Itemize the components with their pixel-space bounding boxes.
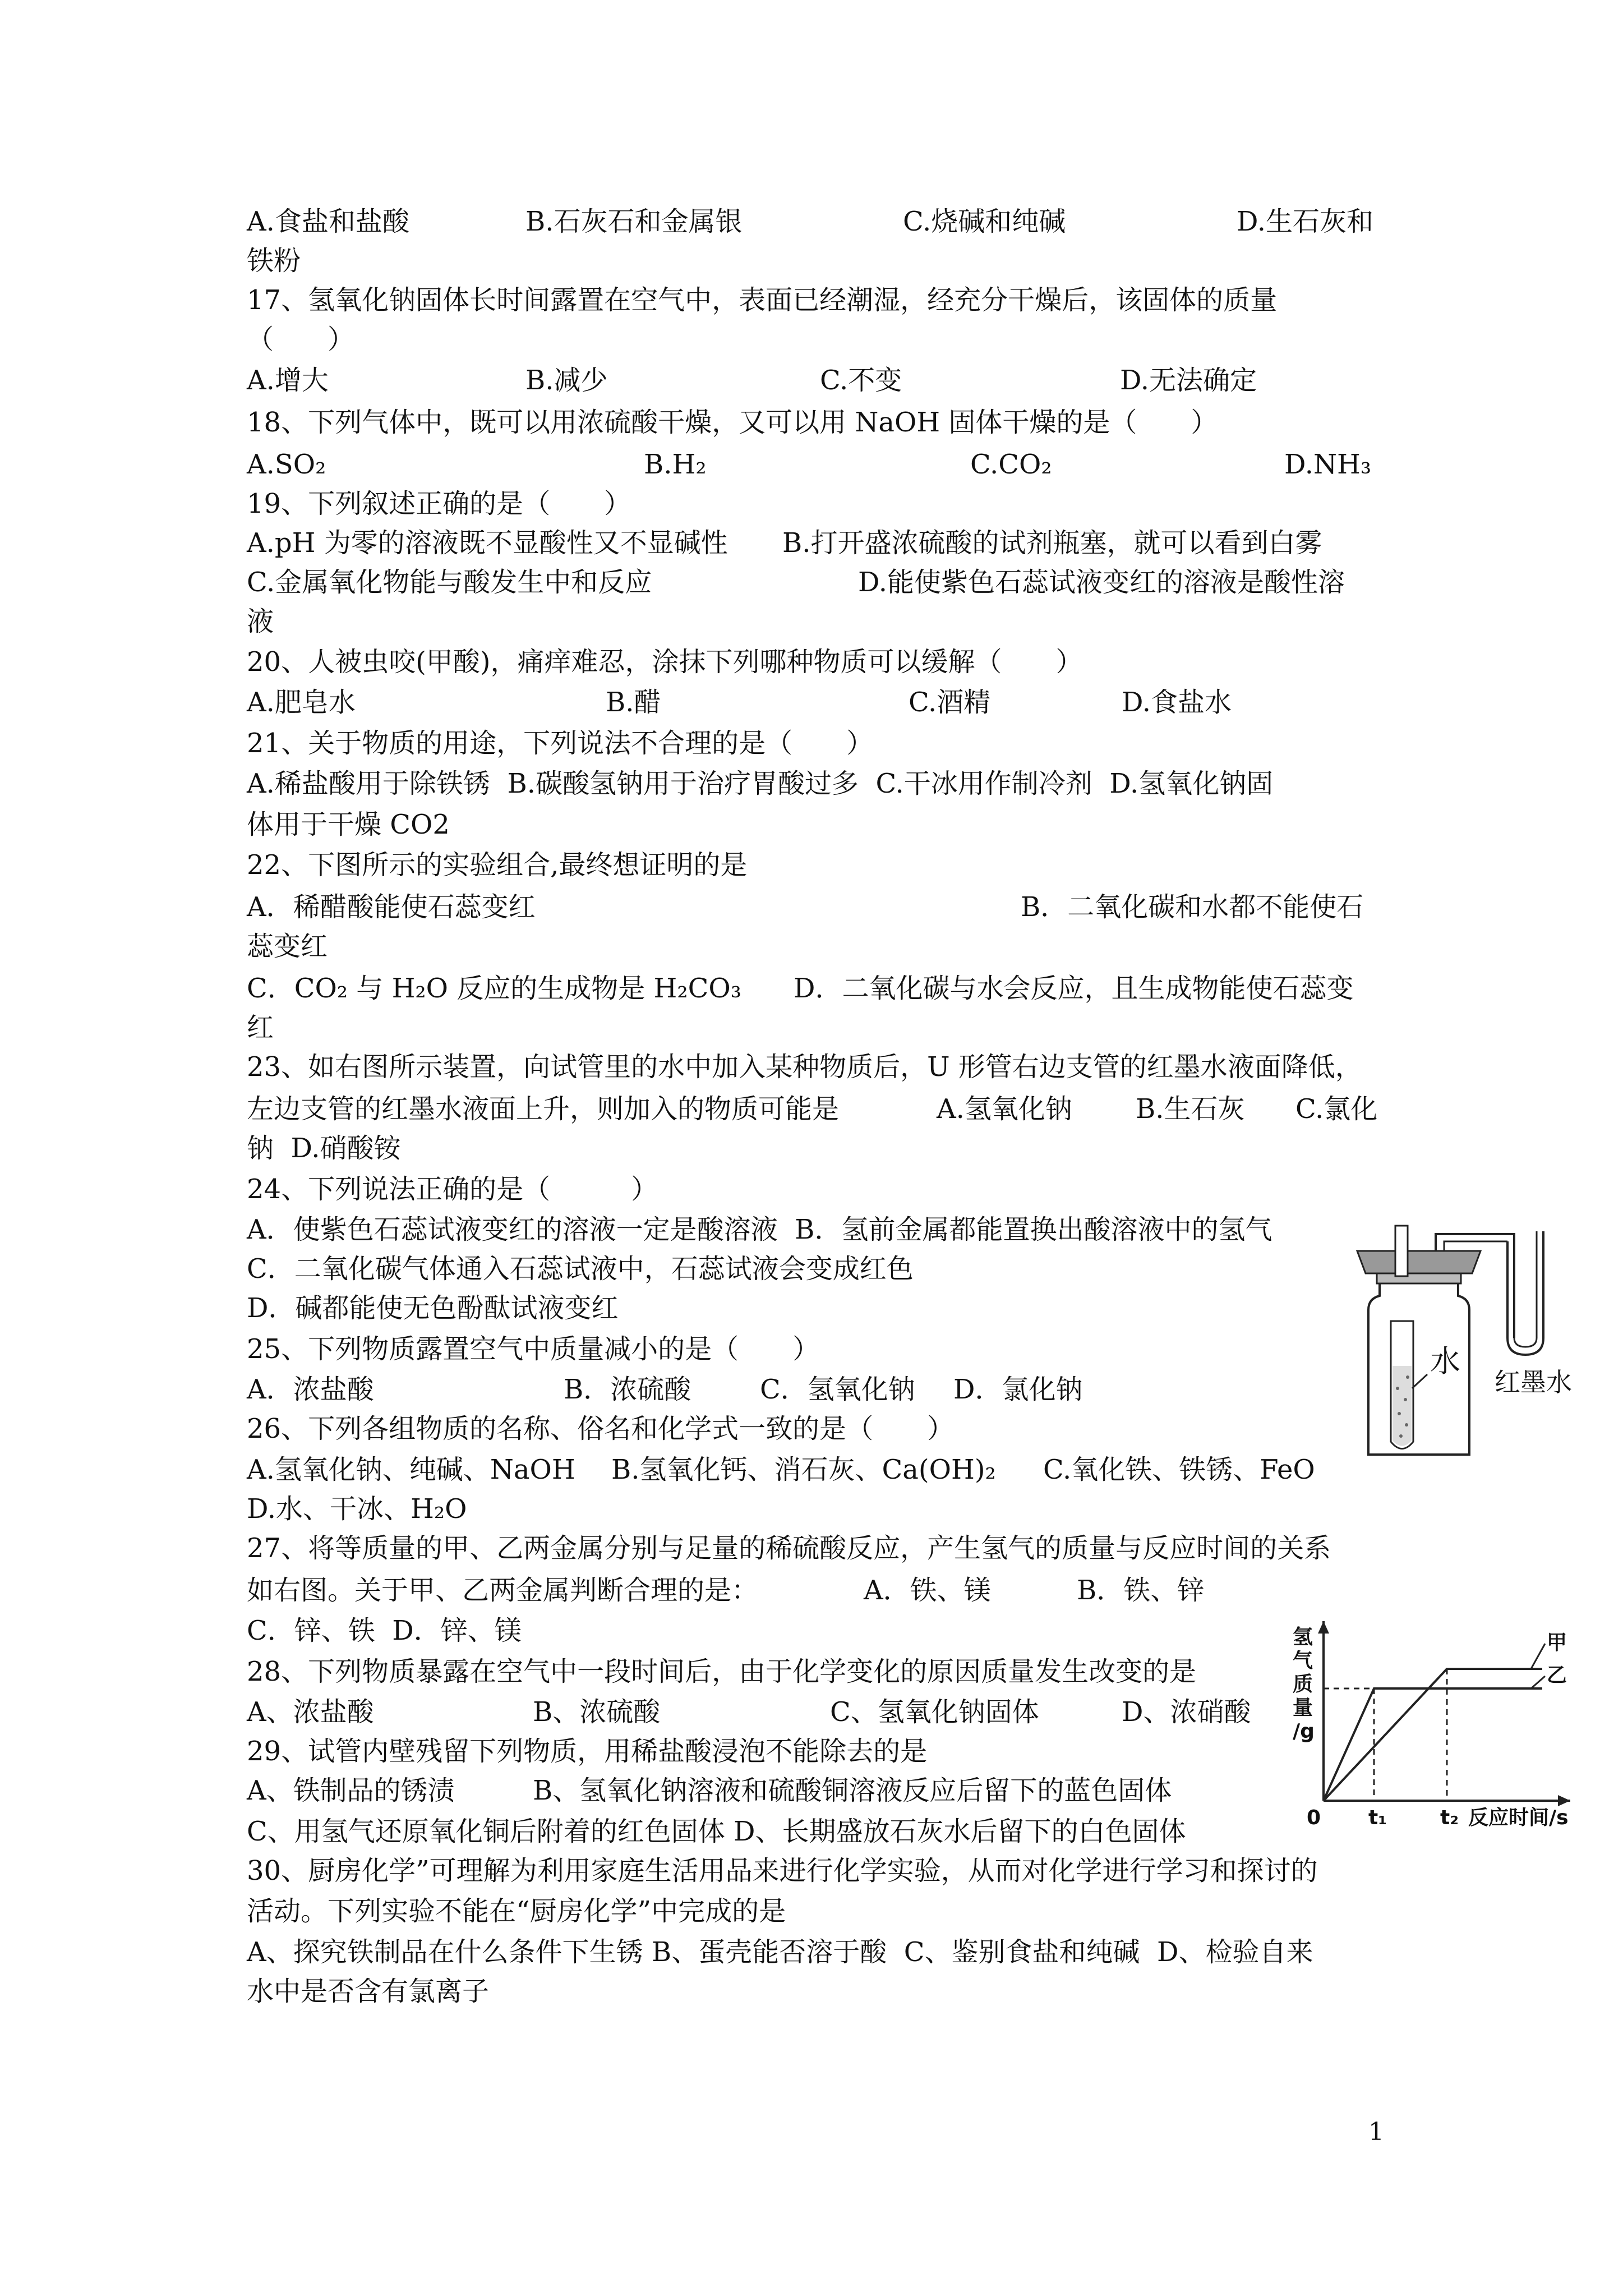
text-segment: B．铁、锌 <box>1077 1575 1205 1606</box>
text-line <box>247 205 1413 238</box>
text-segment: 18、下列气体中，既可以用浓硫酸干燥，又可以用 NaOH 固体干燥的是（ ） <box>247 407 1218 438</box>
origin-label: 0 <box>1307 1806 1321 1829</box>
text-segment: 19、下列叙述正确的是（ ） <box>247 488 631 519</box>
text-segment: 红 <box>247 1012 274 1043</box>
text-line <box>247 1453 1413 1487</box>
water-label: 水 <box>1430 1343 1460 1379</box>
ylabel-5: /g <box>1293 1720 1315 1743</box>
text-line <box>247 1252 1413 1286</box>
text-line <box>247 364 1413 397</box>
text-line <box>247 1291 1413 1325</box>
text-segment: D.无法确定 <box>1120 365 1257 396</box>
text-segment: B.打开盛浓硫酸的试剂瓶塞，就可以看到白雾 <box>782 527 1322 559</box>
text-line <box>247 645 1413 679</box>
text-segment: A.pH 为零的溶液既不显酸性又不显碱性 <box>247 527 728 559</box>
text-line <box>247 1975 1413 2008</box>
text-line <box>247 1050 1413 1084</box>
text-segment: 水中是否含有氯离子 <box>247 1976 490 2007</box>
text-segment: 28、下列物质暴露在空气中一段时间后，由于化学变化的原因质量发生改变的是 <box>247 1656 1197 1687</box>
text-segment: A、浓盐酸 <box>247 1696 374 1728</box>
text-segment: C.不变 <box>820 365 902 396</box>
t1-label: t₁ <box>1368 1806 1387 1829</box>
text-segment: C.CO₂ <box>970 449 1052 480</box>
text-segment: B.H₂ <box>644 449 707 480</box>
text-segment: 20、人被虫咬(甲酸)，痛痒难忍，涂抹下列哪种物质可以缓解（ ） <box>247 646 1083 678</box>
ylabel-1: 氢 <box>1293 1626 1313 1649</box>
text-segment: 17、氢氧化钠固体长时间露置在空气中，表面已经潮湿，经充分干燥后，该固体的质量 <box>247 284 1278 316</box>
text-segment: D．氯化钠 <box>953 1374 1083 1405</box>
text-line <box>247 605 1413 638</box>
text-segment: B.氢氧化钙、消石灰、Ca(OH)₂ <box>611 1454 996 1485</box>
text-line <box>247 1815 1413 1848</box>
text-segment: A．稀醋酸能使石蕊变红 <box>247 891 536 923</box>
text-segment: A.SO₂ <box>247 449 326 480</box>
text-line <box>247 848 1413 882</box>
text-segment: 30、厨房化学”可理解为利用家庭生活用品来进行化学实验，从而对化学进行学习和探讨的 <box>247 1855 1318 1887</box>
text-segment: B．二氧化碳和水都不能使石 <box>1021 891 1364 923</box>
text-segment: C.酒精 <box>909 687 991 718</box>
text-segment: 25、下列物质露置空气中质量减小的是（ ） <box>247 1333 820 1365</box>
text-segment: 22、下图所示的实验组合,最终想证明的是 <box>247 849 748 881</box>
text-line <box>247 808 1413 841</box>
text-segment: A.肥皂水 <box>247 687 356 718</box>
text-segment: D.NH₃ <box>1284 449 1372 480</box>
text-segment: 23、如右图所示装置，向试管里的水中加入某种物质后，U 形管右边支管的红墨水液面降低， <box>247 1051 1362 1083</box>
text-segment: A.稀盐酸用于除铁锈 B.碳酸氢钠用于治疗胃酸过多 C.干冰用作制冷剂 D.氢氧化钠固 <box>247 768 1274 799</box>
text-segment: B.生石灰 <box>1136 1093 1245 1125</box>
ylabel-4: 量 <box>1293 1696 1313 1719</box>
text-line <box>247 890 1413 924</box>
text-line <box>247 1854 1413 1888</box>
text-segment: 26、下列各组物质的名称、俗名和化学式一致的是（ ） <box>247 1413 955 1444</box>
text-line <box>247 283 1413 317</box>
text-line <box>247 1614 1413 1648</box>
text-segment: C、用氢气还原氧化铜后附着的红色固体 D、长期盛放石灰水后留下的白色固体 <box>247 1816 1186 1847</box>
text-segment: 体用于干燥 CO2 <box>247 809 450 840</box>
page-number: 1 <box>1368 2118 1384 2146</box>
ylabel-2: 气 <box>1293 1649 1313 1672</box>
text-line <box>247 1412 1413 1446</box>
text-segment: B．浓硫酸 <box>564 1374 691 1405</box>
text-line <box>247 1655 1413 1688</box>
text-line <box>247 1734 1413 1768</box>
text-segment: A．浓盐酸 <box>247 1374 374 1405</box>
text-segment: C、氢氧化钠固体 <box>830 1696 1039 1728</box>
text-segment: C．氢氧化钠 <box>760 1374 915 1405</box>
text-line <box>247 1131 1413 1165</box>
text-line <box>247 1373 1413 1406</box>
text-line <box>247 1894 1413 1928</box>
text-segment: D、浓硝酸 <box>1122 1696 1251 1728</box>
text-line <box>247 1092 1413 1126</box>
text-line <box>247 972 1413 1005</box>
text-line <box>247 1492 1413 1526</box>
text-line <box>247 1695 1413 1729</box>
text-segment: B.醋 <box>606 687 661 718</box>
text-segment: A．铁、镁 <box>864 1575 991 1606</box>
text-segment: D.生石灰和 <box>1237 206 1374 237</box>
text-line <box>247 726 1413 760</box>
text-line <box>247 685 1413 719</box>
text-segment: B.减少 <box>525 365 608 396</box>
text-line <box>247 767 1413 800</box>
stopper <box>1357 1251 1481 1273</box>
text-line <box>247 526 1413 560</box>
text-line <box>247 487 1413 521</box>
text-segment: C.氧化铁、铁锈、FeO <box>1043 1454 1315 1485</box>
text-line <box>247 1774 1413 1807</box>
text-segment: A.食盐和盐酸 <box>247 206 409 237</box>
text-line <box>247 1011 1413 1045</box>
text-segment: 24、下列说法正确的是（ ） <box>247 1174 658 1205</box>
text-segment: 左边支管的红墨水液面上升，则加入的物质可能是 <box>247 1093 840 1125</box>
text-line <box>247 1531 1413 1565</box>
series-a-line <box>1324 1688 1542 1801</box>
text-line <box>247 1935 1413 1969</box>
text-line <box>247 1332 1413 1366</box>
text-segment: 21、关于物质的用途，下列说法不合理的是（ ） <box>247 728 874 759</box>
text-segment: C.烧碱和纯碱 <box>903 206 1066 237</box>
text-segment: D.能使紫色石蕊试液变红的溶液是酸性溶 <box>858 567 1345 598</box>
text-segment: A.增大 <box>247 365 329 396</box>
text-segment: 29、试管内壁残留下列物质，用稀盐酸浸泡不能除去的是 <box>247 1736 928 1767</box>
text-line <box>247 406 1413 439</box>
t2-label: t₂ <box>1440 1806 1459 1829</box>
text-segment: D．二氧化碳与水会反应，且生成物能使石蕊变 <box>794 973 1354 1004</box>
text-segment: D.食盐水 <box>1122 687 1232 718</box>
text-segment: C．锌、铁 D．锌、镁 <box>247 1615 522 1646</box>
text-segment: 钠 D.硝酸铵 <box>247 1133 401 1164</box>
text-segment: D.水、干冰、H₂O <box>247 1493 467 1525</box>
text-segment: B.石灰石和金属银 <box>525 206 743 237</box>
text-segment: （ ） <box>247 324 355 355</box>
text-segment: A、探究铁制品在什么条件下生锈 B、蛋壳能否溶于酸 C、鉴别食盐和纯碱 D、检验自来 <box>247 1936 1313 1968</box>
text-segment: 活动。下列实验不能在“厨房化学”中完成的是 <box>247 1895 786 1927</box>
text-segment: D．碱都能使无色酚酞试液变红 <box>247 1292 619 1324</box>
text-line <box>247 930 1413 963</box>
series-a-label: 甲 <box>1547 1631 1567 1654</box>
text-line <box>247 565 1413 599</box>
text-line <box>247 1213 1413 1246</box>
text-line <box>247 1172 1413 1206</box>
text-segment: A、铁制品的锈渍 <box>247 1775 455 1806</box>
text-line <box>247 1573 1413 1607</box>
text-segment: 铁粉 <box>247 245 301 277</box>
text-segment: C.氯化 <box>1295 1093 1378 1125</box>
text-segment: A．使紫色石蕊试液变红的溶液一定是酸溶液 B．氢前金属都能置换出酸溶液中的氢气 <box>247 1214 1272 1245</box>
series-b-label: 乙 <box>1547 1664 1567 1687</box>
apparatus-figure <box>1335 1220 1615 1467</box>
ylabel-3: 质 <box>1293 1673 1313 1696</box>
reaction-graph <box>1290 1616 1581 1829</box>
text-line <box>247 448 1413 481</box>
text-segment: 如右图。关于甲、乙两金属判断合理的是： <box>247 1575 759 1606</box>
text-segment: B、浓硫酸 <box>533 1696 661 1728</box>
text-segment: C．CO₂ 与 H₂O 反应的生成物是 H₂CO₃ <box>247 973 741 1004</box>
text-segment: A.氢氧化钠、纯碱、NaOH <box>247 1454 575 1485</box>
text-line <box>247 244 1413 278</box>
ink-label: 红墨水 <box>1495 1367 1572 1397</box>
xlabel: 反应时间/s <box>1468 1806 1569 1829</box>
text-segment: 蕊变红 <box>247 931 328 962</box>
text-segment: B、氢氧化钠溶液和硫酸铜溶液反应后留下的蓝色固体 <box>533 1775 1172 1806</box>
u-tube <box>1507 1231 1543 1355</box>
text-segment: 27、将等质量的甲、乙两金属分别与足量的稀硫酸反应，产生氢气的质量与反应时间的关系 <box>247 1533 1331 1564</box>
text-segment: C．二氧化碳气体通入石蕊试液中，石蕊试液会变成红色 <box>247 1253 914 1285</box>
text-segment: C.金属氧化物能与酸发生中和反应 <box>247 567 652 598</box>
text-segment: A.氢氧化钠 <box>937 1093 1072 1125</box>
text-segment: 液 <box>247 606 274 637</box>
text-line <box>247 323 1413 356</box>
